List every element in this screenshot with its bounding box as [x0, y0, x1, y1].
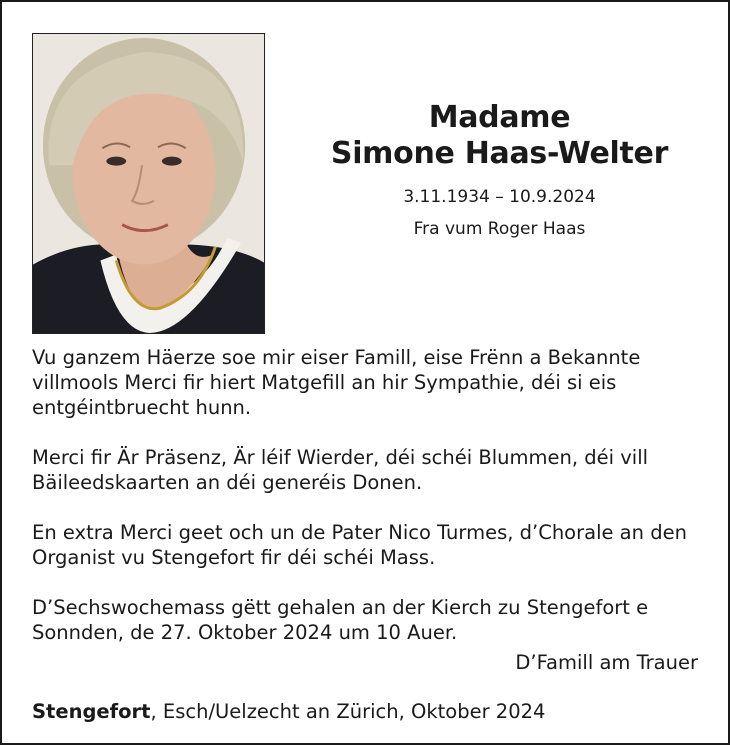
place-and-date — [32, 699, 545, 724]
signoff: D’Famill am Trauer — [515, 651, 698, 674]
honorific: Madame — [428, 100, 571, 135]
thank-you-text — [32, 345, 712, 645]
paragraph: Merci fir Är Präsenz, Är léif Wierder, déi schéi Blummen, déi vill Bäileedskaarten an déi generéis Donen. — [32, 446, 649, 494]
portrait-image — [33, 34, 264, 333]
place-rest: , Esch/Uelzecht an Zürich, Oktober 2024 — [150, 700, 546, 723]
life-dates: 3.11.1934 – 10.9.2024 — [403, 187, 596, 207]
portrait-photo — [32, 33, 265, 334]
paragraph: En extra Merci geet och un de Pater Nico Turmes, d’Chorale an den Organist vu Stengefort fir déi schéi Mass. — [32, 521, 687, 569]
place-name: Stengefort — [32, 700, 151, 723]
paragraph: D’Sechswochemass gëtt gehalen an der Kierch zu Stengefort e Sonnden, de 27. Oktober 2024 um 10 Auer. — [32, 596, 649, 644]
spouse-line: Fra vum Roger Haas — [413, 219, 586, 239]
deceased-name: Simone Haas-Welter — [330, 136, 669, 171]
paragraph: Vu ganzem Häerze soe mir eiser Famill, eise Frënn a Bekannte villmools Merci fir hiert Matgefill an hir Sympathie, déi si eis entgéintbruecht hunn. — [32, 346, 641, 419]
heading-block — [267, 100, 730, 240]
